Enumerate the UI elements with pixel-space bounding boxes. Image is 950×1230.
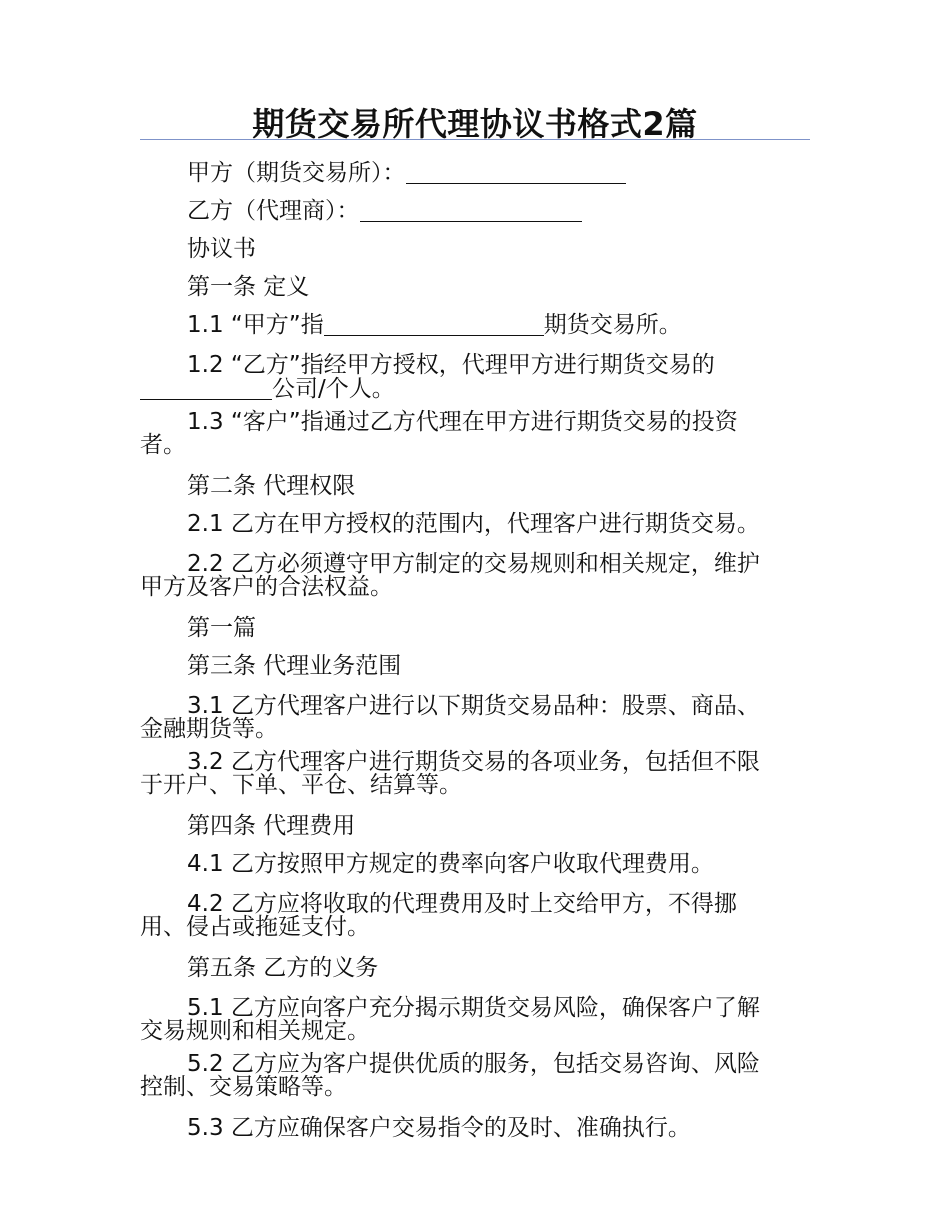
clause-5-1-line-1: 5.1 乙方应向客户充分揭示期货交易风险，确保客户了解 — [187, 995, 760, 1021]
clause-5-3: 5.3 乙方应确保客户交易指令的及时、准确执行。 — [187, 1115, 691, 1141]
clause-2-2-line-1: 2.2 乙方必须遵守甲方制定的交易规则和相关规定，维护 — [187, 551, 760, 577]
article-5-heading: 第五条 乙方的义务 — [187, 955, 379, 981]
clause-1-1 — [140, 306, 810, 344]
agreement-heading: 协议书 — [187, 236, 256, 262]
clause-3-1-line-1: 3.1 乙方代理客户进行以下期货交易品种：股票、商品、 — [187, 693, 760, 719]
clause-1-1-blank — [324, 313, 544, 336]
clause-5-1-line-2: 交易规则和相关规定。 — [140, 1018, 370, 1044]
party-b-line — [140, 192, 810, 230]
clause-1-2-blank — [140, 377, 272, 400]
clause-4-2-line-1: 4.2 乙方应将收取的代理费用及时上交给甲方，不得挪 — [187, 891, 737, 917]
clause-1-3 — [140, 411, 810, 457]
clause-3-2 — [140, 751, 810, 797]
document-body — [140, 154, 810, 1147]
clause-1-2-line-1: 1.2 “乙方”指经甲方授权，代理甲方进行期货交易的 — [187, 352, 715, 378]
clause-1-2-suffix: 公司/个人。 — [272, 376, 395, 402]
clause-2-2 — [140, 553, 810, 599]
clause-3-2-line-2: 于开户、下单、平仓、结算等。 — [140, 772, 462, 798]
title-underline — [140, 139, 810, 140]
article-3-heading: 第三条 代理业务范围 — [187, 653, 402, 679]
party-b-label: 乙方（代理商）： — [187, 198, 360, 224]
clause-3-1 — [140, 695, 810, 741]
clause-5-2-line-2: 控制、交易策略等。 — [140, 1074, 347, 1100]
party-a-label: 甲方（期货交易所）： — [187, 160, 406, 186]
clause-5-2 — [140, 1053, 810, 1099]
article-1-heading: 第一条 定义 — [187, 274, 310, 300]
clause-2-2-line-2: 甲方及客户的合法权益。 — [140, 574, 393, 600]
article-4-heading: 第四条 代理费用 — [187, 813, 356, 839]
clause-2-1: 2.1 乙方在甲方授权的范围内，代理客户进行期货交易。 — [187, 511, 760, 537]
article-2-heading: 第二条 代理权限 — [187, 473, 356, 499]
clause-1-1-prefix: 1.1 “甲方”指 — [187, 312, 324, 338]
clause-4-2-line-2: 用、侵占或拖延支付。 — [140, 914, 370, 940]
clause-1-1-suffix: 期货交易所。 — [543, 312, 682, 338]
clause-4-1: 4.1 乙方按照甲方规定的费率向客户收取代理费用。 — [187, 851, 714, 877]
party-a-blank — [406, 161, 626, 184]
clause-4-2 — [140, 893, 810, 939]
party-a-line — [140, 154, 810, 192]
clause-3-1-line-2: 金融期货等。 — [140, 716, 278, 742]
clause-1-3-line-2: 者。 — [140, 432, 186, 458]
party-b-blank — [360, 199, 582, 222]
clause-5-1 — [140, 997, 810, 1043]
clause-1-2 — [140, 354, 810, 401]
document-title: 期货交易所代理协议书格式2篇 — [252, 105, 698, 143]
clause-1-2-line-2 — [140, 377, 810, 401]
clause-3-2-line-1: 3.2 乙方代理客户进行期货交易的各项业务，包括但不限 — [187, 749, 760, 775]
part-1-heading: 第一篇 — [187, 615, 256, 641]
clause-5-2-line-1: 5.2 乙方应为客户提供优质的服务，包括交易咨询、风险 — [187, 1051, 760, 1077]
clause-1-3-line-1: 1.3 “客户”指通过乙方代理在甲方进行期货交易的投资 — [187, 409, 738, 435]
